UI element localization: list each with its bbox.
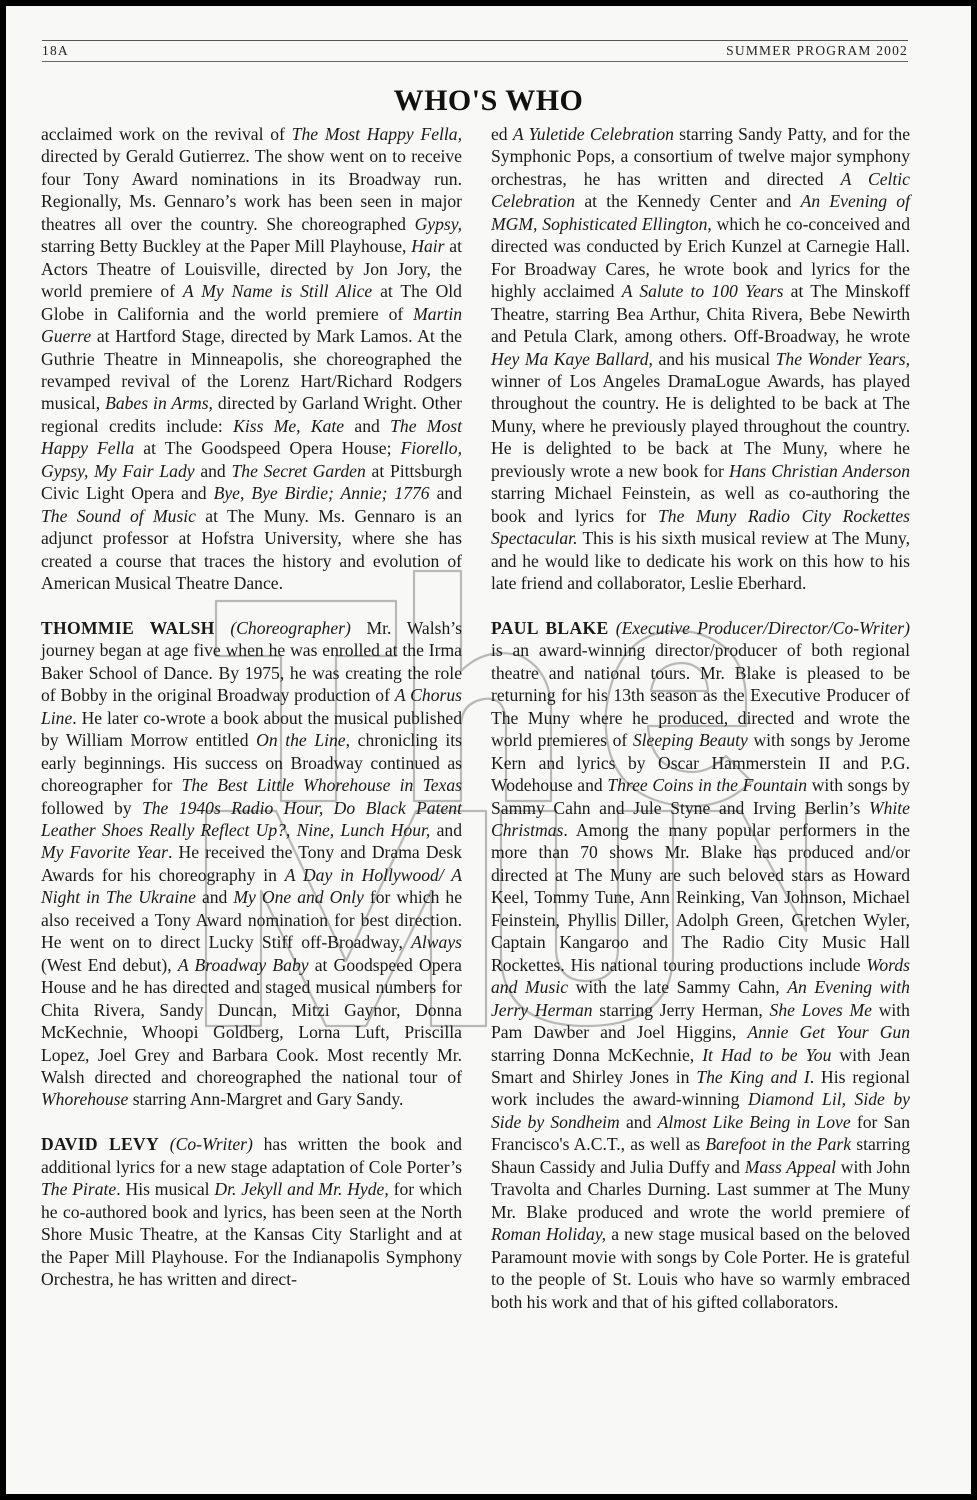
- work-title: Kiss Me, Kate: [233, 415, 345, 436]
- work-title: An Evening with Jerry Herman: [491, 977, 910, 1020]
- bio-david-levy-continued: ed A Yuletide Celebration starring Sandy Patty, and for the Symphonic Pops, a consortium of twelve major symphony orchestras, he has written and directed A Celtic Celebration at the Kennedy Center and An Evening of MGM, Sophisticated Ellington, which he co-conceived and directed was conducted by Erich Kunzel at Carnegie Hall. For Broadway Cares, he wrote book and lyrics for the highly acclaimed A Salute to 100 Years at The Minskoff Theatre, starring Bea Arthur, Chita Rivera, Bebe Newirth and Petula Clark, among others. Off-Broadway, he wrote Hey Ma Kaye Ballard, and his musical The Wonder Years, winner of Los Angeles DramaLogue Awards, has played throughout the country. He is delighted to be back at The Muny, where he previously played throughout the country. He is delighted to be back at The Muny, where he previously wrote a new book for Hans Christian Anderson starring Michael Feinstein, as well as co-authoring the book and lyrics for The Muny Radio City Rockettes Spectacular. This is his sixth musical review at The Muny, and he would like to dedicate his work on this how to his late friend and collaborator, Leslie Eberhard.: [491, 124, 911, 594]
- publication-title: SUMMER PROGRAM 2002: [726, 43, 908, 58]
- work-title: A Salute to 100 Years: [621, 281, 784, 302]
- work-title: A Chorus Line: [41, 685, 462, 728]
- work-title: Martin Guerre: [41, 303, 462, 347]
- person-role: (Choreographer): [230, 617, 351, 638]
- work-title: Diamond Lil, Side by Side by Sondheim: [491, 1089, 910, 1132]
- work-title: The Best Little Whorehouse in Texas: [181, 775, 463, 796]
- work-title: Roman Holiday,: [491, 1224, 607, 1245]
- person-name: THOMMIE WALSH: [41, 617, 215, 638]
- work-title: Sleeping Beauty: [632, 730, 748, 751]
- bio-thommie-walsh: THOMMIE WALSH (Choreographer) Mr. Walsh’s journey began at age five when he was enrolled at the Irma Baker School of Dance. By 1975, he was creating the role of Bobby in the original Broadway production of A Chorus Line. He later co-wrote a book about the musical published by William Morrow entitled On the Line, chronicling its early beginnings. His success on Broadway continued as choreographer for The Best Little Whorehouse in Texas followed by The 1940s Radio Hour, Do Black Patent Leather Shoes Really Reflect Up?, Nine, Lunch Hour, and My Favorite Year. He received the Tony and Drama Desk Awards for his choreography in A Day in Hollywood/ A Night in The Ukraine and My One and Only for which he also received a Tony Award nomination for best direction. He went on to direct Lucky Stiff off-Broadway, Always (West End debut), A Broadway Baby at Goodspeed Opera House and he has directed and staged musical numbers for Chita Rivera, Sandy Duncan, Mitzi Gaynor, Donna McKechnie, Whoopi Goldberg, Lorna Luft, Priscilla Lopez, Joel Grey and Barbara Cook. Most recently Mr. Walsh directed and choreographed the national tour of Whorehouse starring Ann-Margret and Gary Sandy.: [41, 617, 463, 1110]
- page-title: WHO'S WHO: [393, 84, 584, 117]
- work-title: The Sound of Music: [41, 505, 196, 526]
- work-title: The Muny Radio City Rockettes Spectacular.: [491, 505, 910, 549]
- right-column: [491, 123, 910, 1313]
- work-title: Whorehouse: [41, 1089, 129, 1110]
- running-header: [42, 40, 908, 62]
- work-title: Words and Music: [491, 954, 910, 998]
- work-title: A Yuletide Celebration: [512, 124, 674, 144]
- work-title: An Evening of MGM, Sophisticated Ellington,: [491, 191, 910, 234]
- work-title: The Pirate: [41, 1179, 117, 1200]
- work-title: The Wonder Years,: [775, 348, 910, 369]
- work-title: Hair: [411, 236, 445, 257]
- work-title: On the Line: [256, 730, 346, 751]
- work-title: Barefoot in the Park: [705, 1134, 852, 1155]
- left-column: [41, 123, 462, 1291]
- work-title: A Broadway Baby: [177, 954, 309, 975]
- work-title: The 1940s Radio Hour, Do Black Patent Leather Shoes Really Reflect Up?, Nine, Lunch Hour,: [41, 797, 462, 841]
- work-title: Annie Get Your Gun: [747, 1022, 910, 1043]
- work-title: Gypsy,: [414, 213, 462, 234]
- work-title: The Most Happy Fella: [41, 415, 462, 459]
- work-title: Mass Appeal: [744, 1156, 837, 1177]
- work-title: A Celtic Celebration: [491, 168, 910, 212]
- work-title: Babes in Arms,: [105, 393, 213, 414]
- work-title: White Christmas: [491, 797, 910, 841]
- work-title: The King and I: [696, 1067, 810, 1088]
- person-name: PAUL BLAKE: [491, 617, 609, 638]
- work-title: Almost Like Being in Love: [657, 1111, 851, 1132]
- work-title: A Day in Hollywood/ A Night in The Ukraine: [41, 864, 462, 908]
- bio-david-levy: DAVID LEVY (Co-Writer) has written the book and additional lyrics for a new stage adaptation of Cole Porter’s The Pirate. His musical Dr. Jekyll and Mr. Hyde, for which he co-authored book and lyrics, has been seen at the North Shore Music Theatre, at the Kansas City Starlight and at the Paper Mill Playhouse. For the Indianapolis Symphony Orchestra, he has written and direct-: [41, 1134, 462, 1290]
- work-title: She Loves Me: [769, 999, 872, 1020]
- work-title: Bye, Bye Birdie; Annie; 1776: [213, 483, 430, 504]
- bio-gennaro-continued: acclaimed work on the revival of The Most Happy Fella, directed by Gerald Gutierrez. The show went on to receive four Tony Award nominations in its Broadway run. Regionally, Ms. Gennaro’s work has been seen in major theatres all over the country. She choreographed Gypsy, starring Betty Buckley at the Paper Mill Playhouse, Hair at Actors Theatre of Louisville, directed by Jon Jory, the world premiere of A My Name is Still Alice at The Old Globe in California and the world premiere of Martin Guerre at Hartford Stage, directed by Mark Lamos. At the Guthrie Theatre in Minneapolis, she choreographed the revamped revival of the Lorenz Hart/Richard Rodgers musical, Babes in Arms, directed by Garland Wright. Other regional credits include: Kiss Me, Kate and The Most Happy Fella at The Goodspeed Opera House; Fiorello, Gypsy, My Fair Lady and The Secret Garden at Pittsburgh Civic Light Opera and Bye, Bye Birdie; Annie; 1776 and The Sound of Music at The Muny. Ms. Gennaro is an adjunct professor at Hofstra University, where she has created a course that traces the history and evolution of American Musical Theatre Dance.: [41, 124, 462, 594]
- page-number: 18A: [42, 43, 69, 58]
- program-page: [6, 6, 971, 1494]
- work-title: Dr. Jekyll and Mr. Hyde,: [214, 1179, 389, 1200]
- work-title: Hans Christian Anderson: [728, 460, 911, 481]
- person-role: (Executive Producer/Director/Co-Writer): [615, 617, 910, 638]
- work-title: The Most Happy Fella,: [291, 124, 462, 144]
- work-title: A My Name is Still Alice: [182, 281, 373, 302]
- person-name: DAVID LEVY: [41, 1134, 160, 1155]
- work-title: It Had to be You: [702, 1044, 832, 1065]
- work-title: The Secret Garden: [231, 460, 366, 481]
- work-title: My Favorite Year: [41, 842, 168, 863]
- work-title: Three Coins in the Fountain: [607, 775, 808, 796]
- work-title: Hey Ma Kaye Ballard,: [491, 348, 653, 369]
- bio-paul-blake: PAUL BLAKE (Executive Producer/Director/Co-Writer) is an award-winning director/producer of both regional theatre and national tours. Mr. Blake is pleased to be returning for his 13th season as the Executive Producer of The Muny where he produced, directed and wrote the world premieres of Sleeping Beauty with songs by Jerome Kern and lyrics by Oscar Hammerstein II and P.G. Wodehouse and Three Coins in the Fountain with songs by Sammy Cahn and Jule Styne and Irving Berlin’s White Christmas. Among the many popular performers in the more than 70 shows Mr. Blake has produced and/or directed at The Muny are such beloved stars as Howard Keel, Tommy Tune, Ann Reinking, Van Johnson, Michael Feinstein, Phyllis Diller, Adolph Green, Gretchen Wyler, Captain Kangaroo and The Radio City Music Hall Rockettes. His national touring productions include Words and Music with the late Sammy Cahn, An Evening with Jerry Herman starring Jerry Herman, She Loves Me with Pam Dawber and Joel Higgins, Annie Get Your Gun starring Donna McKechnie, It Had to be You with Jean Smart and Shirley Jones in The King and I. His regional work includes the award-winning Diamond Lil, Side by Side by Sondheim and Almost Like Being in Love for San Francisco's A.C.T., as well as Barefoot in the Park starring Shaun Cassidy and Julia Duffy and Mass Appeal with John Travolta and Charles Durning. Last summer at The Muny Mr. Blake produced and wrote the world premiere of Roman Holiday, a new stage musical based on the beloved Paramount movie with songs by Cole Porter. He is grateful to the people of St. Louis who have so warmly embraced both his work and that of his gifted collaborators.: [491, 617, 911, 1312]
- person-role: (Co-Writer): [169, 1134, 253, 1155]
- work-title: Always: [411, 932, 462, 953]
- work-title: Fiorello, Gypsy, My Fair Lady: [41, 438, 462, 481]
- work-title: My One and Only: [233, 887, 364, 908]
